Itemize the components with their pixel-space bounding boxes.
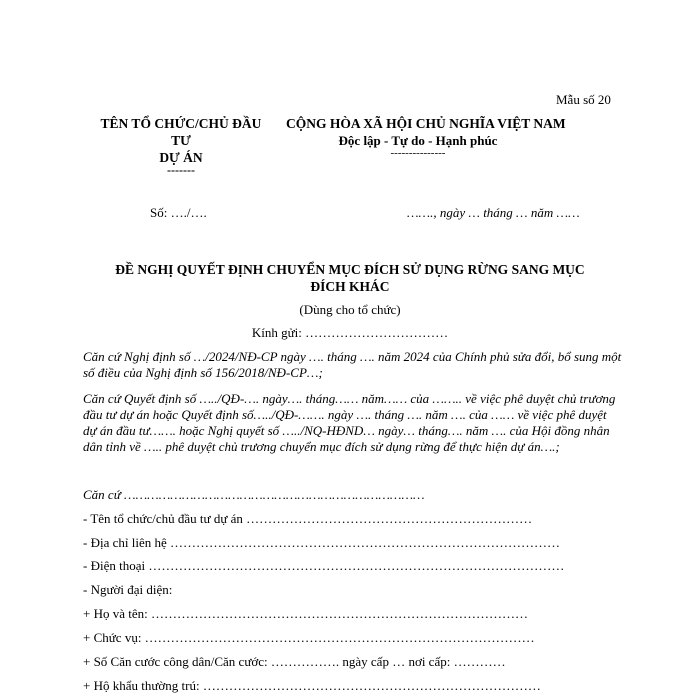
nation-divider: ---------------: [390, 147, 446, 159]
form-number: Mẫu số 20: [556, 92, 611, 107]
nation-motto: Độc lập - Tự do - Hạnh phúc: [338, 133, 498, 148]
nation-title: CỘNG HÒA XÃ HỘI CHỦ NGHĨA VIỆT NAM: [286, 116, 566, 131]
document-title-line-2: ĐÍCH KHÁC: [310, 279, 390, 294]
recipient-line: Kính gửi: ……………………………: [251, 325, 449, 340]
field-org-name: - Tên tổ chức/chủ đầu tư dự án …………………………………………………………: [83, 511, 533, 526]
org-name-line-1: TÊN TỔ CHỨC/CHỦ ĐẦU: [100, 116, 262, 131]
field-phone: - Điện thoại ……………………………………………………………………………………: [83, 558, 565, 573]
document-title: [60, 261, 640, 295]
org-name-line-2: TƯ: [171, 133, 191, 148]
field-representative: - Người đại diện:: [83, 582, 173, 597]
legal-basis-paragraph: Căn cứ Quyết định số …../QĐ-…. ngày…. tháng…… năm…… của …….. về việc phê duyệt chủ trương đầu tư dự án hoặc Quyết định số…../QĐ-……. ngày …. tháng …. năm …. của …… về việc phê duyệt dự án đầu tư……. hoặc Nghị quyết số …../NQ-HĐND… ngày… tháng…. năm …. của Hội đồng nhân dân tỉnh về ….. phê duyệt chủ trương chuyển mục đích sử dụng rừng để thực hiện dự án….;: [83, 391, 616, 454]
field-residence: + Hộ khẩu thường trú: ……………………………………………………………………: [83, 678, 541, 693]
document-title-line-1: ĐỀ NGHỊ QUYẾT ĐỊNH CHUYỂN MỤC ĐÍCH SỬ DỤNG RỪNG SANG MỤC: [115, 262, 585, 277]
legal-basis-paragraph: Căn cứ Nghị định số …/2024/NĐ-CP ngày …. tháng …. năm 2024 của Chính phủ sửa đổi, bổ sung một số điều của Nghị định số 156/2018/NĐ-CP…;: [83, 349, 622, 380]
org-name-line-3: DỰ ÁN: [159, 150, 203, 165]
basis-line: Căn cứ ……………………………………………………………………: [83, 487, 425, 502]
document-subtitle: (Dùng cho tổ chức): [299, 302, 401, 317]
field-full-name: + Họ và tên: ……………………………………………………………………………: [83, 606, 528, 621]
document-number: Số: …./….: [150, 205, 207, 220]
field-address: - Địa chỉ liên hệ ………………………………………………………………………………: [83, 535, 560, 550]
organization-header: [82, 115, 280, 177]
field-position: + Chức vụ: ………………………………………………………………………………: [83, 630, 535, 645]
document-date: ……., ngày … tháng … năm ……: [407, 205, 580, 220]
field-id-card: + Số Căn cước công dân/Căn cước: ……………. ngày cấp … nơi cấp: …………: [83, 654, 506, 669]
national-header: [286, 115, 566, 159]
org-divider: -------: [167, 163, 195, 177]
